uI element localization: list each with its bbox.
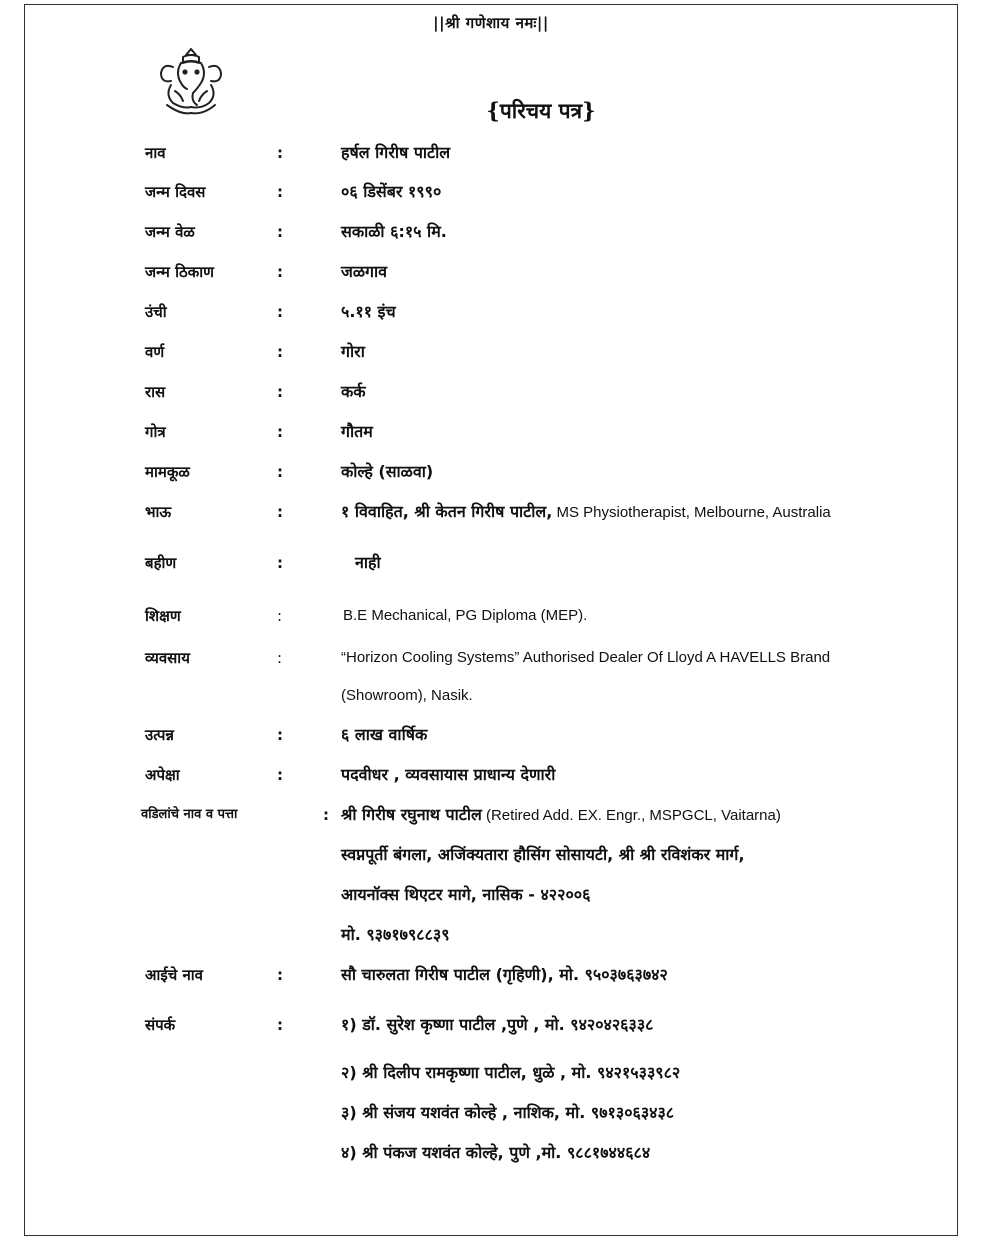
row-father bbox=[25, 800, 959, 830]
occupation-value: “Horizon Cooling Systems” Authorised Dealer Of Lloyd A HAVELLS Brand bbox=[341, 649, 831, 666]
father-value bbox=[341, 800, 781, 831]
dob-colon: : bbox=[277, 183, 283, 201]
brother-profession: MS Physiotherapist, Melbourne, Australia bbox=[552, 504, 831, 521]
expectation-colon: : bbox=[277, 766, 283, 784]
row-occupation bbox=[25, 643, 959, 673]
sister-value: नाही bbox=[355, 553, 381, 572]
mamkul-label: मामकूळ bbox=[145, 463, 190, 481]
income-value: ६ लाख वार्षिक bbox=[341, 725, 428, 744]
row-contact bbox=[25, 1010, 959, 1040]
row-birth-time bbox=[25, 217, 959, 247]
father-address-line1: स्वप्नपूर्ती बंगला, अजिंक्यतारा हौसिंग सोसायटी, श्री श्री रविशंकर मार्ग, bbox=[341, 845, 745, 864]
father-phone: मो. ९३७१७९८८३९ bbox=[341, 925, 450, 944]
row-height bbox=[25, 297, 959, 327]
birth-place-colon: : bbox=[277, 263, 283, 281]
gotra-value: गौतम bbox=[341, 422, 373, 441]
name-colon: : bbox=[277, 144, 283, 162]
sister-label: बहीण bbox=[145, 554, 177, 572]
birth-place-label: जन्म ठिकाण bbox=[145, 263, 214, 281]
father-colon: : bbox=[323, 806, 329, 824]
contact-item: ३) श्री संजय यशवंत कोल्हे , नाशिक, मो. ९७१३०६३४३८ bbox=[341, 1103, 675, 1122]
row-education bbox=[25, 601, 959, 631]
father-designation: (Retired Add. EX. Engr., MSPGCL, Vaitarna) bbox=[481, 807, 781, 824]
row-complexion bbox=[25, 337, 959, 367]
dob-label: जन्म दिवस bbox=[145, 183, 206, 201]
row-sister bbox=[25, 548, 959, 578]
birth-time-colon: : bbox=[277, 223, 283, 241]
mother-value: सौ चारुलता गिरीष पाटील (गृहिणी), मो. ९५०३७६३७४२ bbox=[341, 965, 668, 984]
row-expectation bbox=[25, 760, 959, 790]
birth-time-label: जन्म वेळ bbox=[145, 223, 195, 241]
birth-time-value: सकाळी ६:१५ मि. bbox=[341, 222, 447, 241]
father-name: श्री गिरीष रघुनाथ पाटील bbox=[341, 805, 482, 824]
complexion-colon: : bbox=[277, 343, 283, 361]
name-value: हर्षल गिरीष पाटील bbox=[341, 143, 451, 162]
height-label: उंची bbox=[145, 303, 167, 321]
mamkul-colon: : bbox=[277, 463, 283, 481]
contact-label: संपर्क bbox=[145, 1016, 176, 1034]
rashi-value: कर्क bbox=[341, 382, 366, 401]
gotra-label: गोत्र bbox=[145, 423, 166, 441]
height-colon: : bbox=[277, 303, 283, 321]
education-colon: : bbox=[277, 607, 283, 625]
occupation-colon: : bbox=[277, 649, 283, 667]
mother-label: आईचे नाव bbox=[145, 966, 203, 984]
mamkul-value: कोल्हे (साळवा) bbox=[341, 462, 434, 481]
birth-place-value: जळगाव bbox=[341, 262, 388, 281]
height-value: ५.११ इंच bbox=[341, 302, 396, 321]
education-value: B.E Mechanical, PG Diploma (MEP). bbox=[343, 607, 588, 624]
father-label: वडिलांचे नाव व पत्ता bbox=[141, 807, 238, 822]
row-income bbox=[25, 720, 959, 750]
brother-name: १ विवाहित, श्री केतन गिरीष पाटील, bbox=[341, 502, 553, 521]
occupation-value-line2: (Showroom), Nasik. bbox=[341, 687, 473, 704]
invocation-line: ||श्री गणेशाय नमः|| bbox=[433, 14, 549, 32]
income-label: उत्पन्न bbox=[145, 726, 174, 744]
brother-label: भाऊ bbox=[145, 503, 172, 521]
brother-colon: : bbox=[277, 503, 283, 521]
contact-item: १) डॉ. सुरेश कृष्णा पाटील ,पुणे , मो. ९४२०४२६३३८ bbox=[341, 1015, 654, 1034]
gotra-colon: : bbox=[277, 423, 283, 441]
rashi-colon: : bbox=[277, 383, 283, 401]
expectation-value: पदवीधर , व्यवसायास प्राधान्य देणारी bbox=[341, 765, 556, 784]
row-name bbox=[25, 138, 959, 168]
row-mother bbox=[25, 960, 959, 990]
row-rashi bbox=[25, 377, 959, 407]
education-label: शिक्षण bbox=[145, 607, 181, 625]
row-mamkul bbox=[25, 457, 959, 487]
rashi-label: रास bbox=[145, 383, 166, 401]
contact-item: ४) श्री पंकज यशवंत कोल्हे, पुणे ,मो. ९८८१७४४६८४ bbox=[341, 1143, 651, 1162]
row-gotra bbox=[25, 417, 959, 447]
contact-item: २) श्री दिलीप रामकृष्णा पाटील, धुळे , मो. ९४२१५३३९८२ bbox=[341, 1063, 681, 1082]
contact-colon: : bbox=[277, 1016, 283, 1034]
complexion-label: वर्ण bbox=[145, 343, 165, 361]
dob-value: ०६ डिसेंबर १९९० bbox=[341, 182, 442, 201]
biodata-page bbox=[24, 4, 958, 1236]
row-birth-place bbox=[25, 257, 959, 287]
document-title: {परिचय पत्र} bbox=[486, 98, 596, 123]
father-address-line2: आयनॉक्स थिएटर मागे, नासिक - ४२२००६ bbox=[341, 885, 591, 904]
name-label: नाव bbox=[145, 144, 166, 162]
expectation-label: अपेक्षा bbox=[145, 766, 180, 784]
complexion-value: गोरा bbox=[341, 342, 365, 361]
brother-value bbox=[341, 497, 831, 528]
row-brother bbox=[25, 497, 959, 527]
occupation-label: व्यवसाय bbox=[145, 649, 190, 667]
sister-colon: : bbox=[277, 554, 283, 572]
mother-colon: : bbox=[277, 966, 283, 984]
income-colon: : bbox=[277, 726, 283, 744]
row-dob bbox=[25, 177, 959, 207]
